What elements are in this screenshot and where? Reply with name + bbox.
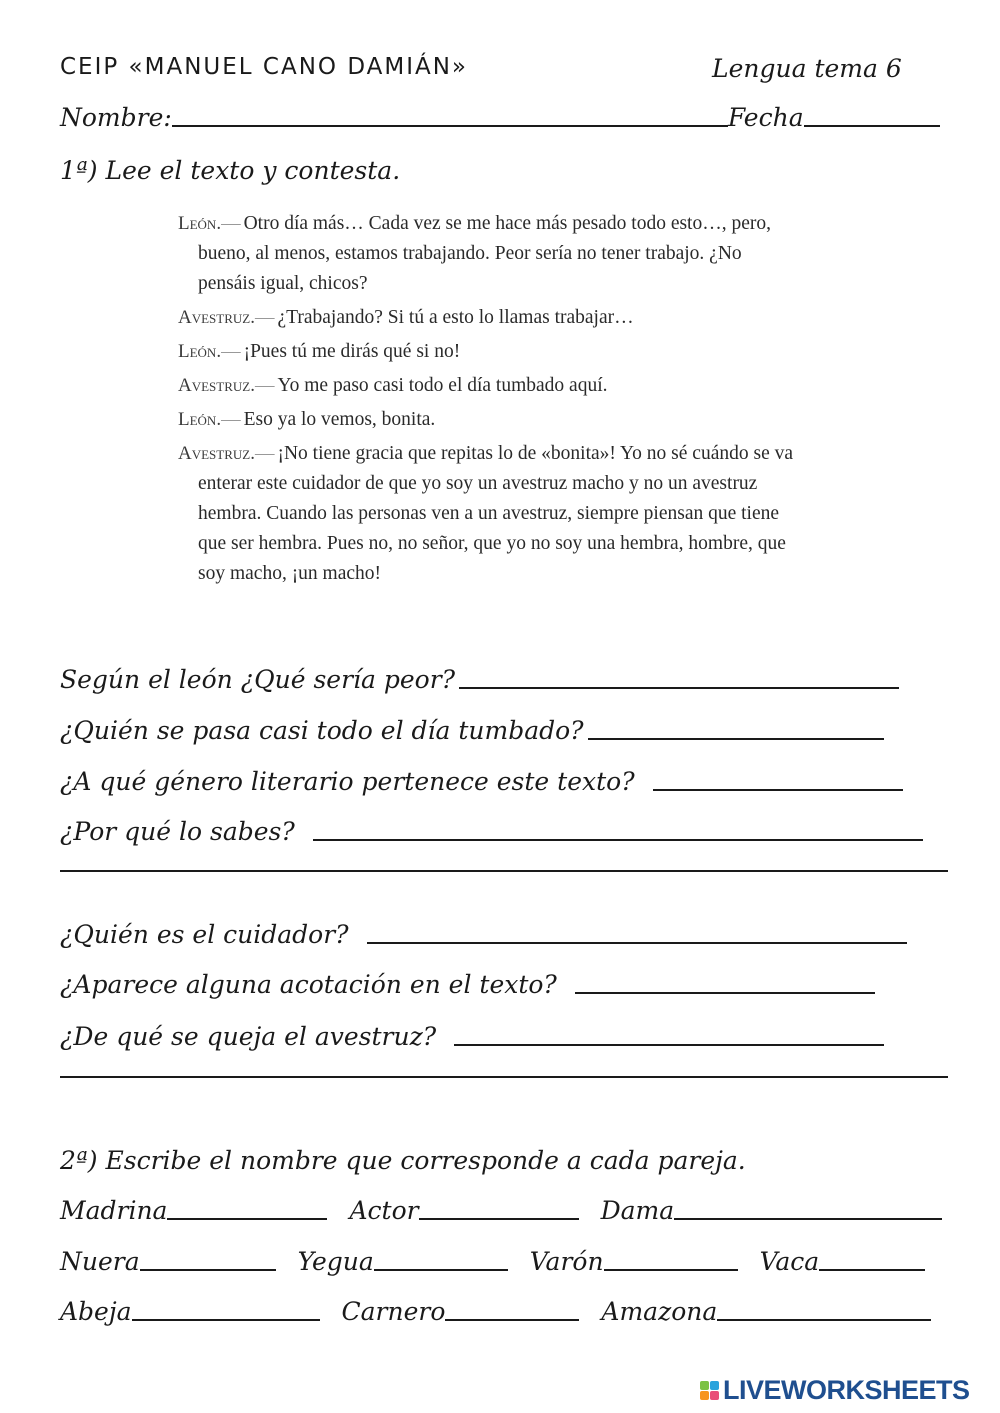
- pair-input[interactable]: [445, 1319, 579, 1321]
- exercise2-title: 2ª) Escribe el nombre que corresponde a cada pareja.: [60, 1146, 746, 1175]
- answer-input[interactable]: [60, 1076, 948, 1078]
- speaker-name: León: [178, 341, 217, 362]
- pair-row: [60, 1297, 931, 1326]
- answer-input[interactable]: [653, 789, 903, 791]
- answer-input[interactable]: [459, 687, 899, 689]
- name-label: Nombre:: [60, 103, 172, 132]
- speech-text: ¡Pues tú me dirás qué si no!: [243, 341, 461, 362]
- name-input[interactable]: [172, 125, 728, 127]
- dialogue-line: León.— ¡Pues tú me dirás qué si no!: [178, 341, 461, 362]
- question-text: ¿De qué se queja el avestruz?: [60, 1022, 437, 1051]
- answer-line-row: [60, 1076, 948, 1083]
- pair-input[interactable]: [819, 1269, 925, 1271]
- question-row: [60, 970, 875, 999]
- speaker-name: Avestruz: [178, 307, 251, 328]
- dialogue-line: León.— Otro día más… Cada vez se me hace más pesado todo esto…, pero, bueno, al menos, estamos trabajando. Peor sería no tener trabajo. ¿No pensáis igual, chicos?: [178, 213, 772, 294]
- pair-word: Dama: [600, 1196, 675, 1225]
- pair-input[interactable]: [140, 1269, 276, 1271]
- dialogue-line: León.— Eso ya lo vemos, bonita.: [178, 409, 436, 430]
- pair-input[interactable]: [374, 1269, 508, 1271]
- pair-field: [60, 1247, 276, 1276]
- pair-word: Amazona: [601, 1297, 718, 1326]
- speech-text: ¡No tiene gracia que repitas lo de «bonita»! Yo no sé cuándo se va enterar este cuidador de que yo soy un avestruz macho y no un avestruz hembra. Cuando las personas ven a un avestruz, siempre piensan que tiene que ser hembra. Pues no, no señor, que yo no soy una hembra, hombre, que soy macho, ¡un macho!: [198, 443, 794, 584]
- pair-input[interactable]: [132, 1319, 320, 1321]
- subject-title: Lengua tema 6: [712, 54, 902, 83]
- answer-input[interactable]: [313, 839, 923, 841]
- question-text: ¿Por qué lo sabes?: [60, 817, 295, 846]
- question-row: [60, 767, 903, 796]
- dialogue-line: Avestruz.— ¿Trabajando? Si tú a esto lo llamas trabajar…: [178, 307, 634, 328]
- pair-word: Varón: [529, 1247, 604, 1276]
- question-row: [60, 1022, 884, 1051]
- pair-row: [60, 1247, 925, 1276]
- pair-field: [60, 1297, 320, 1326]
- answer-input[interactable]: [60, 870, 948, 872]
- pair-field: [601, 1196, 943, 1225]
- exercise1-title: 1ª) Lee el texto y contesta.: [60, 156, 401, 185]
- liveworksheets-logo-icon: [700, 1381, 719, 1400]
- pair-field: [349, 1196, 578, 1225]
- speaker-name: Avestruz: [178, 375, 251, 396]
- speech-text: ¿Trabajando? Si tú a esto lo llamas trabajar…: [277, 307, 634, 328]
- question-row: [60, 817, 923, 846]
- pair-field: [298, 1247, 508, 1276]
- pair-field: [342, 1297, 580, 1326]
- pair-word: Carnero: [341, 1297, 446, 1326]
- pair-input[interactable]: [419, 1218, 579, 1220]
- pair-field: [760, 1247, 926, 1276]
- question-row: [60, 920, 907, 949]
- question-text: Según el león ¿Qué sería peor?: [60, 665, 456, 694]
- pair-field: [530, 1247, 738, 1276]
- pair-input[interactable]: [604, 1269, 738, 1271]
- speech-text: Eso ya lo vemos, bonita.: [243, 409, 436, 430]
- pair-field: [60, 1196, 327, 1225]
- logo-text: LIVEWORKSHEETS: [723, 1375, 970, 1405]
- speaker-name: León: [178, 409, 217, 430]
- question-text: ¿Aparece alguna acotación en el texto?: [60, 970, 557, 999]
- answer-input[interactable]: [454, 1044, 884, 1046]
- speaker-name: Avestruz: [178, 443, 251, 464]
- dialogue-line: Avestruz.— ¡No tiene gracia que repitas lo de «bonita»! Yo no sé cuándo se va enterar este cuidador de que yo soy un avestruz macho y no un avestruz hembra. Cuando las personas ven a un avestruz, siempre piensan que tiene que ser hembra. Pues no, no señor, que yo no soy una hembra, hombre, que soy macho, ¡un macho!: [178, 443, 794, 584]
- pair-word: Actor: [349, 1196, 419, 1225]
- liveworksheets-logo: [700, 1375, 970, 1406]
- question-row: [60, 716, 884, 745]
- speech-text: Yo me paso casi todo el día tumbado aquí.: [277, 375, 608, 396]
- date-label: Fecha: [727, 103, 804, 132]
- answer-input[interactable]: [575, 992, 875, 994]
- pair-input[interactable]: [717, 1319, 931, 1321]
- pair-word: Abeja: [60, 1297, 132, 1326]
- pair-row: [60, 1196, 942, 1225]
- answer-input[interactable]: [588, 738, 884, 740]
- pair-input[interactable]: [674, 1218, 942, 1220]
- name-date-row: [60, 103, 940, 132]
- dialogue-line: Avestruz.— Yo me paso casi todo el día tumbado aquí.: [178, 375, 608, 396]
- pair-word: Vaca: [759, 1247, 820, 1276]
- dialogue-text: [178, 209, 793, 593]
- pair-word: Nuera: [60, 1247, 140, 1276]
- question-row: [60, 665, 899, 694]
- pair-input[interactable]: [167, 1218, 327, 1220]
- speaker-name: León: [178, 213, 217, 234]
- question-text: ¿Quién es el cuidador?: [60, 920, 349, 949]
- answer-input[interactable]: [367, 942, 907, 944]
- answer-line-row: [60, 870, 948, 877]
- school-name: CEIP «MANUEL CANO DAMIÁN»: [60, 54, 468, 80]
- date-input[interactable]: [804, 125, 940, 127]
- pair-word: Yegua: [297, 1247, 374, 1276]
- pair-field: [601, 1297, 931, 1326]
- question-text: ¿A qué género literario pertenece este texto?: [60, 767, 635, 796]
- question-text: ¿Quién se pasa casi todo el día tumbado?: [60, 716, 584, 745]
- speech-text: Otro día más… Cada vez se me hace más pesado todo esto…, pero, bueno, al menos, estamos trabajando. Peor sería no tener trabajo. ¿No pensáis igual, chicos?: [198, 213, 772, 294]
- pair-word: Madrina: [60, 1196, 168, 1225]
